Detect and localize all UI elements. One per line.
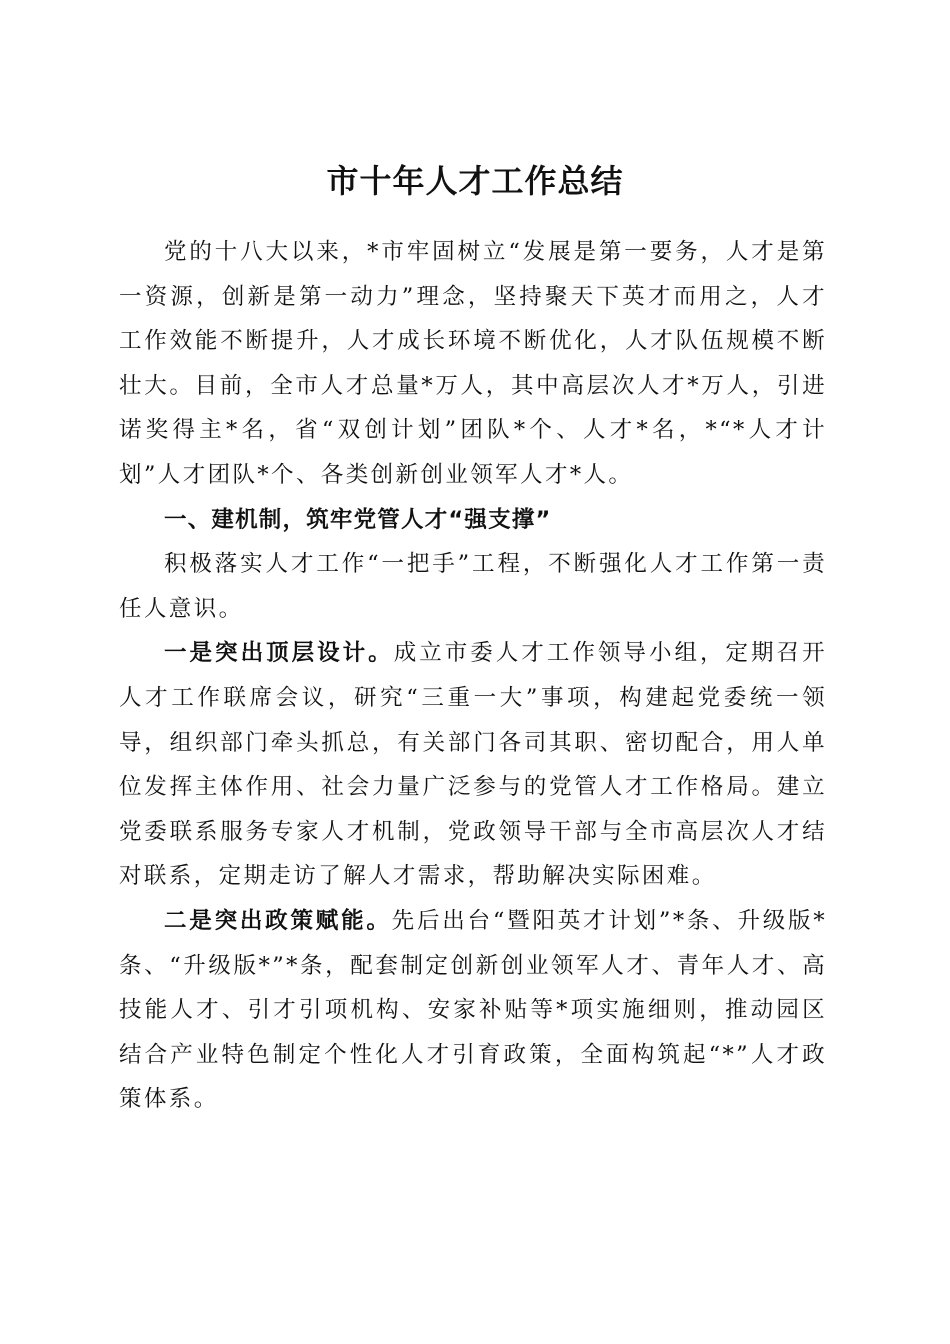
section-intro-paragraph: 积极落实人才工作“一把手”工程，不断强化人才工作第一责任人意识。 [119,551,827,622]
intro-paragraph: 党的十八大以来，*市牢固树立“发展是第一要务，人才是第一资源，创新是第一动力”理念，坚持聚天下英才而用之，人才工作效能不断提升，人才成长环境不断优化，人才队伍规模不断壮大。目前，全市人才总量*万人，其中高层次人才*万人，引进诺奖得主*名，省“双创计划”团队*个、人才*名，*“*人才计划”人才团队*个、各类创新创业领军人才*人。 [119,239,827,488]
point-lead-2: 二是突出政策赋能。 [164,907,392,934]
point-text-1: 成立市委人才工作领导小组，定期召开人才工作联席会议，研究“三重一大”事项，构建起党委统一领导，组织部门牵头抓总，有关部门各司其职、密切配合，用人单位发挥主体作用、社会力量广泛参与的党管人才工作格局。建立党委联系服务专家人才机制，党政领导干部与全市高层次人才结对联系，定期走访了解人才需求，帮助解决实际困难。 [119,640,827,890]
point-text-2: 先后出台“暨阳英才计划”*条、升级版*条、“升级版*”*条，配套制定创新创业领军人才、青年人才、高技能人才、引才引项机构、安家补贴等*项实施细则，推动园区结合产业特色制定个性化人才引育政策，全面构筑起“*”人才政策体系。 [119,907,828,1113]
document-title: 市十年人才工作总结 [326,162,624,201]
point-paragraph-2 [119,899,827,1122]
section-heading: 一、建机制，筑牢党管人才“强支撑” [164,506,552,533]
point-paragraph-1 [119,631,827,899]
point-lead-1: 一是突出顶层设计。 [164,640,394,667]
document-body [119,230,827,1122]
